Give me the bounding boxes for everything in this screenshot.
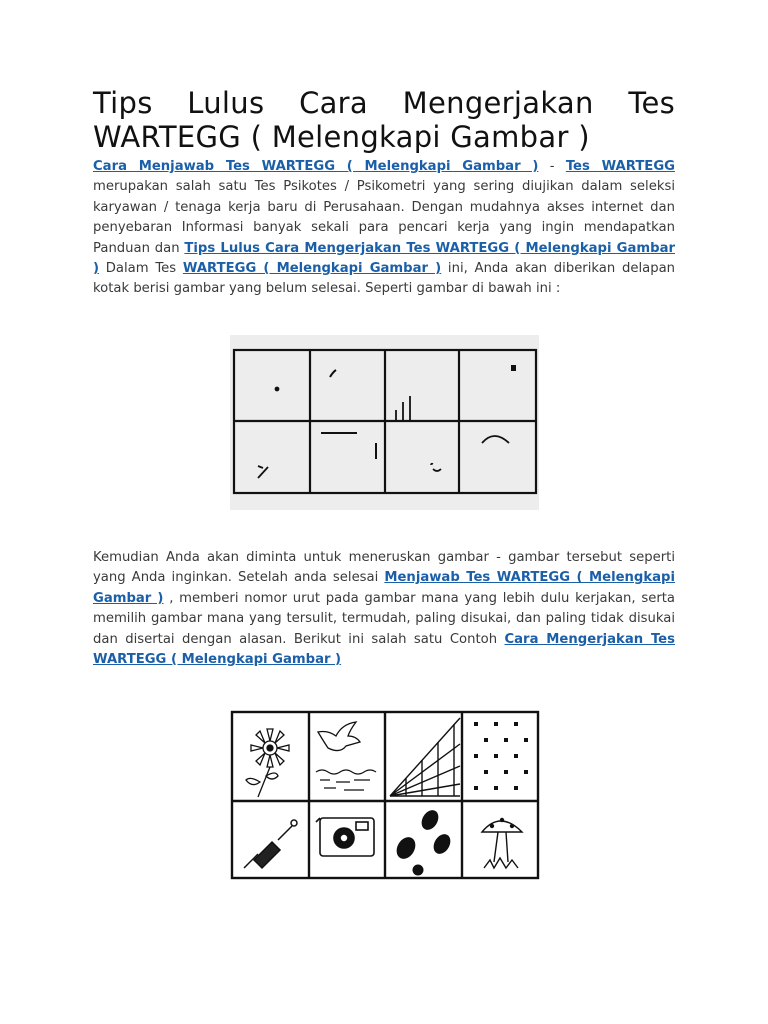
dash-text: -: [538, 159, 566, 174]
footprints-drawing: [394, 808, 453, 875]
link-wartegg-melengkapi-gambar[interactable]: WARTEGG ( Melengkapi Gambar ): [182, 261, 442, 277]
intro-text-2: Dalam Tes: [99, 261, 183, 277]
stimulus-dot: [276, 388, 279, 391]
instructions-paragraph: [93, 548, 675, 670]
dotted-pattern-drawing: [474, 722, 528, 790]
page-title: Tips Lulus Cara Mengerjakan Tes WARTEGG ( Melengkapi Gambar ): [93, 86, 675, 154]
stimulus-angle: [258, 466, 268, 478]
stimulus-arc: [482, 436, 509, 443]
wartegg-blank-grid-svg: [230, 335, 539, 510]
instructions-text-1: Kemudian Anda akan diminta untuk meneruskan gambar - gambar tersebut seperti yang Anda inginkan. Setelah anda selesai: [93, 550, 675, 586]
stimulus-square: [511, 365, 516, 371]
link-tips-lulus[interactable]: Tips Lulus Cara Mengerjakan Tes WARTEGG ( Melengkapi Gambar ): [93, 240, 675, 277]
perspective-structure-drawing: [390, 718, 460, 796]
bird-landscape-drawing: [316, 722, 376, 790]
syringe-drawing: [244, 820, 297, 868]
instructions-text-2: , memberi nomor urut pada gambar mana yang lebih dulu kerjakan, serta memilih gambar mana yang tersulit, termudah, paling disukai, dan paling tidak disukai dan disertai dengan alasan. Berikut ini salah satu Contoh: [93, 590, 675, 647]
article: [93, 86, 675, 300]
intro-text-1: merupakan salah satu Tes Psikotes / Psikometri yang sering diujikan dalam seleksi karyawan / tenaga kerja baru di Perusahaan. Dengan mudahnya akses internet dan penyebaran Informasi banyak sekali para pencari kerja yang ingin mendapatkan Panduan dan: [93, 179, 675, 256]
link-menjawab-tes-wartegg[interactable]: Menjawab Tes WARTEGG ( Melengkapi Gambar ): [93, 570, 675, 606]
stimulus-dotted-curve: [431, 464, 441, 471]
link-cara-mengerjakan-tes-wartegg[interactable]: Cara Mengerjakan Tes WARTEGG ( Melengkapi Gambar ): [93, 631, 675, 668]
flower-drawing: [246, 729, 289, 797]
link-cara-menjawab-tes-wartegg[interactable]: Cara Menjawab Tes WARTEGG ( Melengkapi Gambar ): [93, 159, 539, 174]
wartegg-example-svg: [230, 710, 540, 880]
wartegg-example-figure: [230, 710, 540, 880]
stimulus-curve: [330, 370, 336, 377]
link-tes-wartegg[interactable]: Tes WARTEGG: [565, 159, 675, 174]
instructions-section: [93, 548, 675, 670]
intro-text-3: ini, Anda akan diberikan delapan kotak berisi gambar yang belum selesai. Seperti gambar di bawah ini :: [93, 261, 676, 297]
mushroom-drawing: [482, 819, 522, 869]
camera-drawing: [316, 818, 374, 856]
wartegg-blank-grid-figure: [230, 335, 539, 510]
intro-paragraph: [93, 157, 675, 300]
